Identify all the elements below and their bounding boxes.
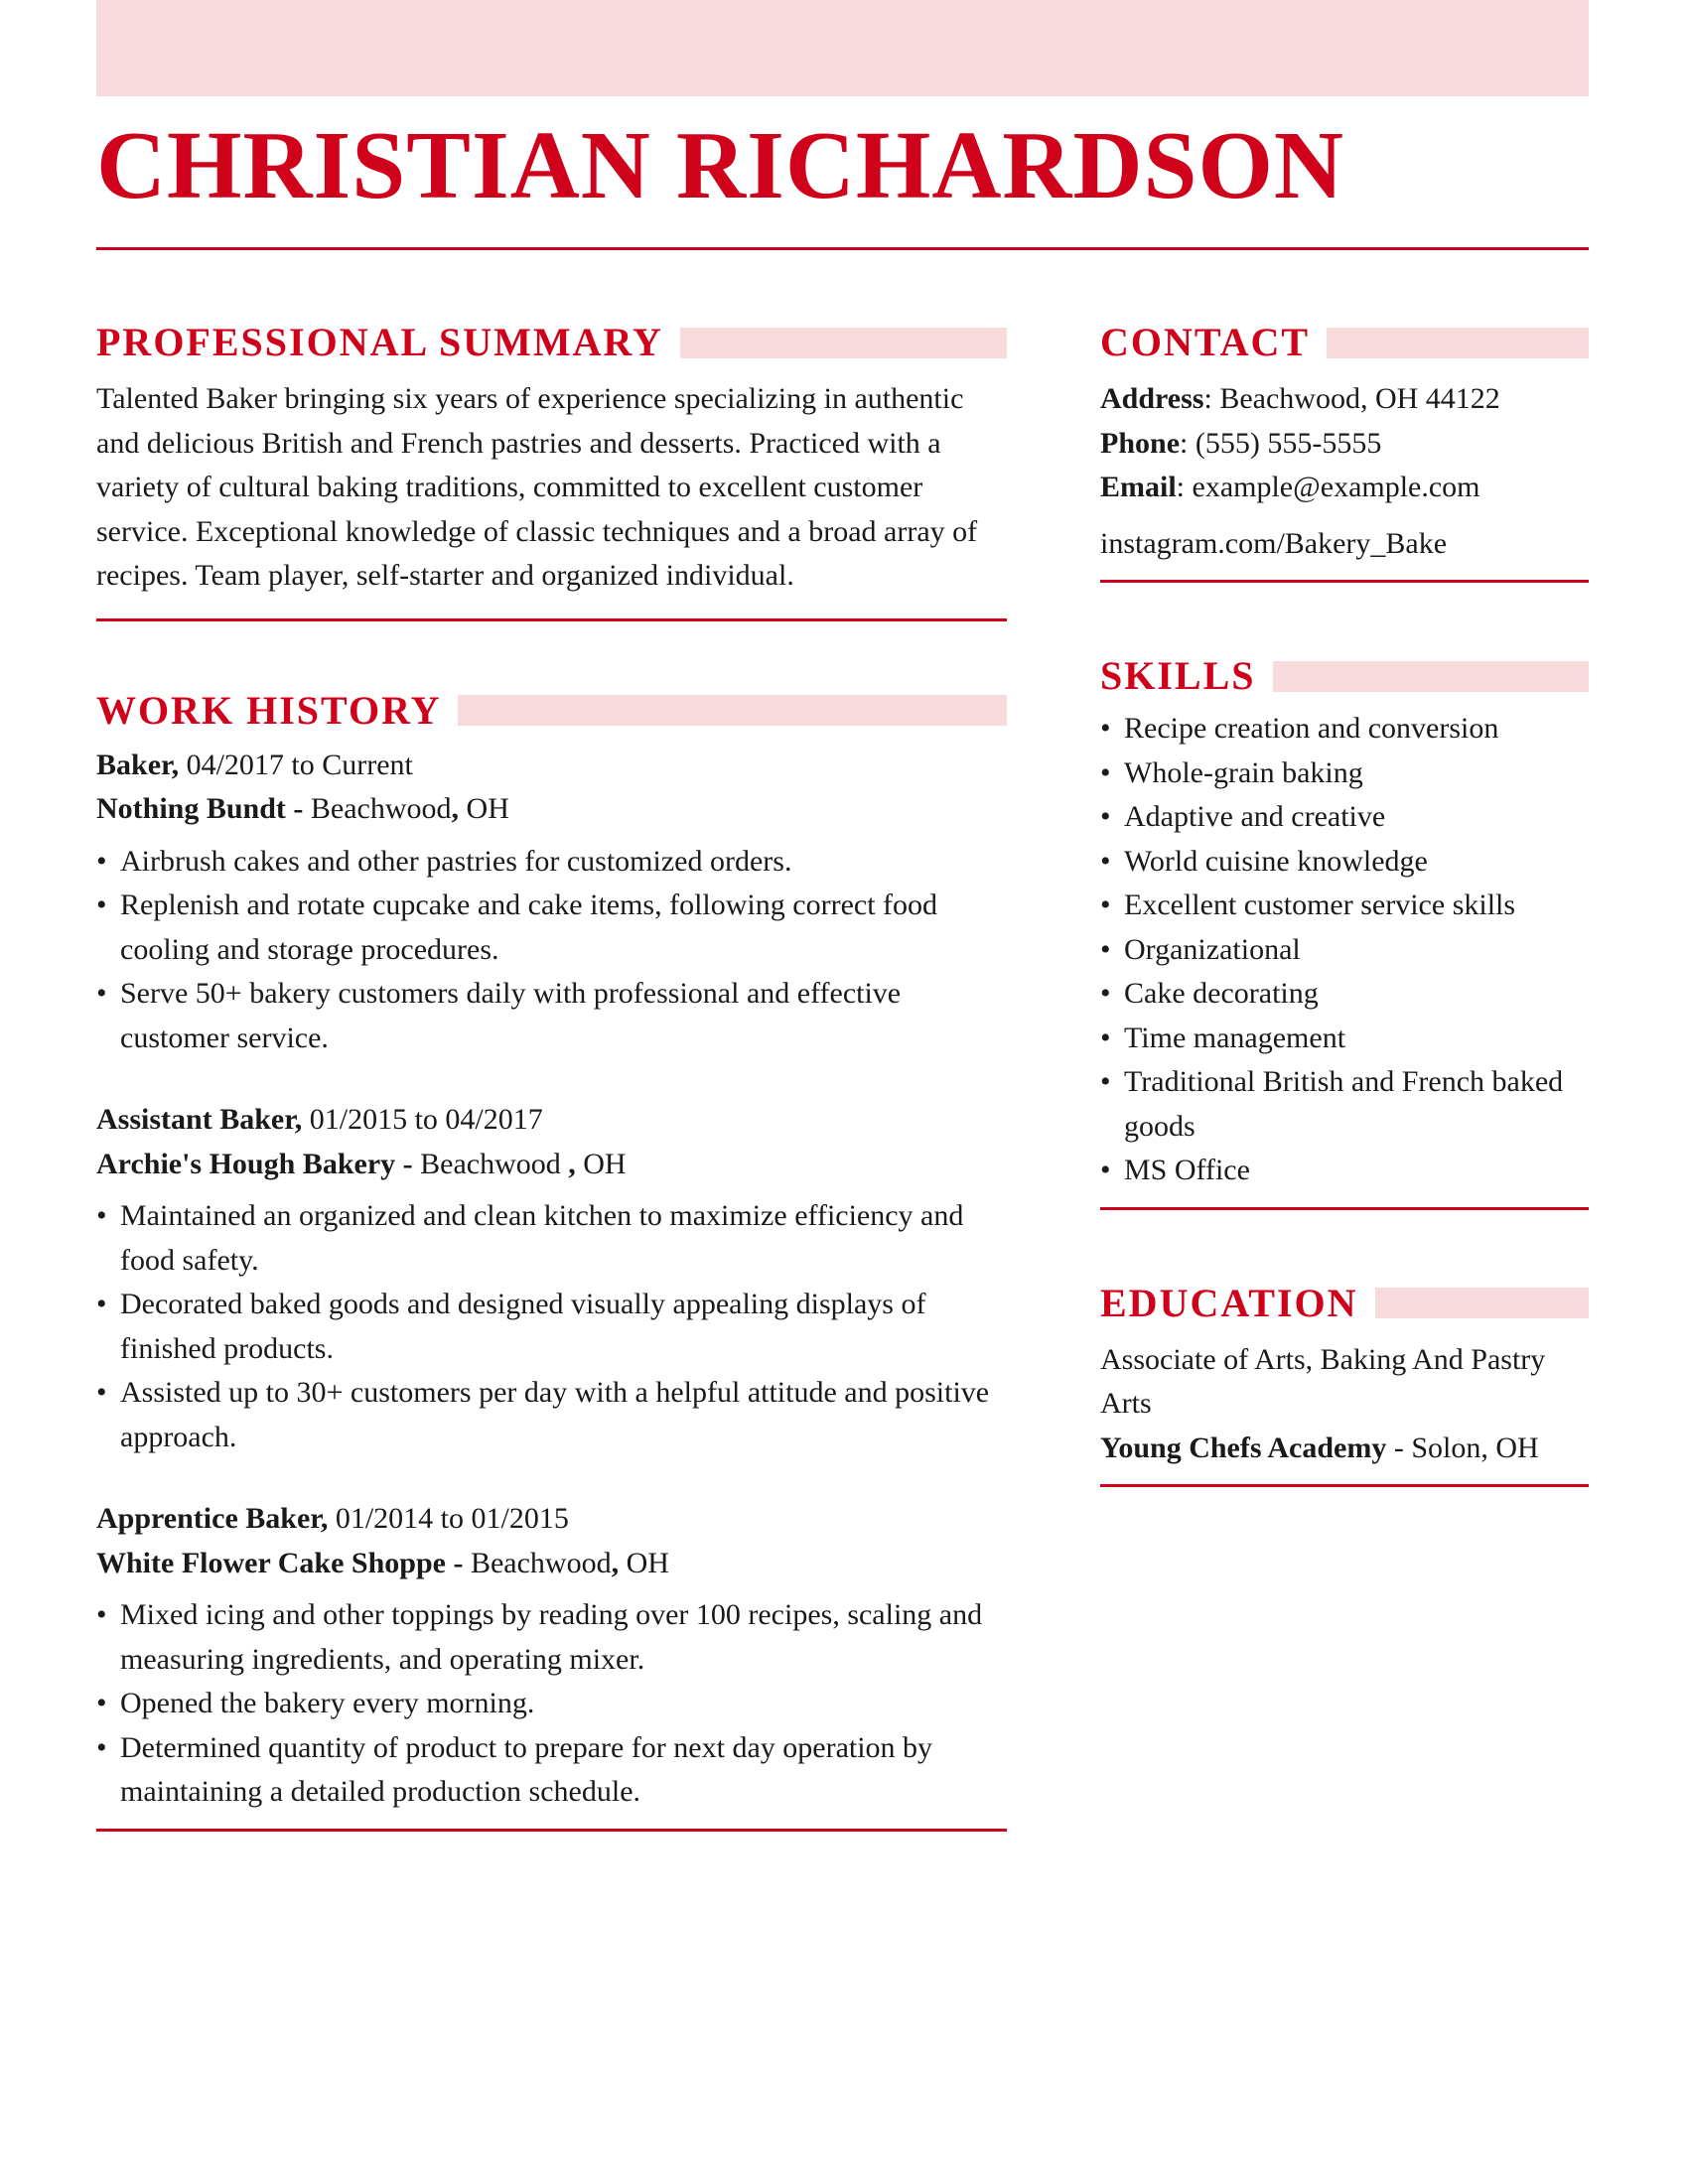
contact-address (1100, 377, 1589, 422)
work-divider (96, 1829, 1007, 1832)
skill-text: Traditional British and French baked goods (1124, 1065, 1564, 1143)
education-location: - Solon, OH (1386, 1431, 1539, 1464)
skill-item (1100, 972, 1589, 1017)
job-title-line (96, 1098, 1007, 1143)
duty-item (96, 1194, 1007, 1283)
skill-item (1100, 884, 1589, 928)
address-label: Address (1100, 382, 1204, 415)
bullet-icon: • (1100, 800, 1111, 833)
job-location-comma: , (451, 792, 460, 825)
job-state: OH (575, 1147, 627, 1180)
job-role: Assistant Baker, (96, 1103, 303, 1136)
skill-text: World cuisine knowledge (1124, 844, 1428, 878)
skill-item (1100, 840, 1589, 885)
skill-text: Adaptive and creative (1124, 800, 1386, 833)
summary-title: PROFESSIONAL SUMMARY (96, 320, 663, 364)
email-value: : example@example.com (1176, 471, 1480, 503)
candidate-name: CHRISTIAN RICHARDSON (96, 112, 1344, 218)
work-title-bar (458, 695, 1007, 726)
duty-text: Maintained an organized and clean kitchen to maximize efficiency and food safety. (120, 1199, 964, 1277)
bullet-icon: • (96, 1730, 107, 1764)
education-section (1100, 1281, 1589, 1488)
bullet-icon: • (96, 1598, 107, 1631)
job-entry (96, 1497, 1007, 1815)
education-degree: Associate of Arts, Baking And Pastry Arts (1100, 1342, 1546, 1420)
skill-text: Excellent customer service skills (1124, 888, 1516, 921)
job-company-line (96, 1542, 1007, 1586)
skills-divider (1100, 1207, 1589, 1210)
main-column (96, 320, 1007, 1832)
skill-item (1100, 1017, 1589, 1061)
skill-item (1100, 707, 1589, 751)
bullet-icon: • (1100, 888, 1111, 921)
duty-text: Opened the bakery every morning. (120, 1687, 535, 1719)
skills-section (1100, 653, 1589, 1210)
job-entry (96, 744, 1007, 1061)
summary-divider (96, 618, 1007, 621)
job-company-line (96, 1143, 1007, 1187)
skills-title-bar (1273, 661, 1589, 692)
job-entry (96, 1098, 1007, 1459)
contact-divider (1100, 580, 1589, 583)
skill-text: Recipe creation and conversion (1124, 712, 1499, 745)
education-school: Young Chefs Academy (1100, 1431, 1387, 1464)
job-location-comma: , (611, 1546, 620, 1579)
duty-text: Mixed icing and other toppings by reading over 100 recipes, scaling and measuring ingredients, and operating mixer. (120, 1598, 983, 1676)
job-title-line (96, 1497, 1007, 1542)
contact-heading (1100, 320, 1589, 365)
duty-item (96, 1283, 1007, 1371)
job-company: Archie's Hough Bakery - (96, 1147, 413, 1180)
duty-item (96, 1593, 1007, 1682)
contact-section (1100, 320, 1589, 583)
phone-value: : (555) 555-5555 (1180, 426, 1382, 460)
bullet-icon: • (1100, 977, 1111, 1010)
duty-text: Replenish and rotate cupcake and cake items, following correct food cooling and storage procedures. (120, 888, 938, 966)
education-divider (1100, 1484, 1589, 1487)
contact-phone (1100, 422, 1589, 467)
skills-title: SKILLS (1100, 653, 1256, 698)
bullet-icon: • (96, 1376, 107, 1409)
job-role: Baker, (96, 748, 180, 781)
bullet-icon: • (96, 888, 107, 921)
job-dates: 01/2015 to 04/2017 (302, 1103, 543, 1136)
job-duties (96, 1194, 1007, 1459)
job-company-line (96, 787, 1007, 832)
skill-item (1100, 751, 1589, 796)
work-heading (96, 688, 1007, 734)
skill-item (1100, 1149, 1589, 1193)
contact-title-bar (1327, 328, 1589, 358)
skill-text: Whole-grain baking (1124, 755, 1363, 789)
skill-text: MS Office (1124, 1154, 1250, 1186)
header-band (96, 0, 1589, 96)
duty-item (96, 1726, 1007, 1815)
job-state: OH (459, 792, 509, 825)
bullet-icon: • (96, 977, 107, 1010)
summary-text: Talented Baker bringing six years of experience specializing in authentic and delicious British and French pastries and desserts. Practiced with a variety of cultural baking traditions, committed to excellent customer service. Exceptional knowledge of classic techniques and a broad array of recipes. Team player, self-starter and organized individual. (96, 382, 978, 592)
duty-text: Decorated baked goods and designed visually appealing displays of finished products. (120, 1288, 926, 1365)
bullet-icon: • (1100, 1154, 1111, 1186)
work-title: WORK HISTORY (96, 687, 442, 733)
skill-text: Cake decorating (1124, 977, 1319, 1010)
job-city: Beachwood (303, 792, 452, 825)
education-title-bar (1375, 1288, 1589, 1318)
job-city: Beachwood (463, 1546, 612, 1579)
address-value: : Beachwood, OH 44122 (1203, 382, 1500, 415)
bullet-icon: • (1100, 932, 1111, 966)
bullet-icon: • (1100, 1065, 1111, 1098)
job-company: Nothing Bundt - (96, 792, 304, 825)
contact-email (1100, 466, 1589, 510)
bullet-icon: • (96, 1687, 107, 1719)
contact-title: CONTACT (1100, 320, 1311, 364)
education-heading (1100, 1281, 1589, 1326)
bullet-icon: • (1100, 1021, 1111, 1054)
job-duties (96, 1593, 1007, 1815)
summary-section (96, 320, 1007, 621)
education-entry (1100, 1338, 1589, 1471)
skill-item (1100, 1060, 1589, 1149)
skills-list (1100, 707, 1589, 1193)
job-company: White Flower Cake Shoppe - (96, 1546, 464, 1579)
duty-text: Determined quantity of product to prepare for next day operation by maintaining a detailed production schedule. (120, 1730, 933, 1808)
duty-item (96, 972, 1007, 1060)
skill-text: Organizational (1124, 932, 1301, 966)
skill-item (1100, 928, 1589, 973)
job-title-line (96, 744, 1007, 788)
duty-text: Serve 50+ bakery customers daily with professional and effective customer service. (120, 977, 902, 1054)
phone-label: Phone (1100, 426, 1181, 460)
job-duties (96, 840, 1007, 1061)
duty-item (96, 884, 1007, 972)
bullet-icon: • (1100, 712, 1111, 745)
bullet-icon: • (1100, 844, 1111, 878)
job-location-comma: , (568, 1147, 576, 1180)
duty-item (96, 1371, 1007, 1459)
bullet-icon: • (96, 1288, 107, 1320)
contact-details (1100, 377, 1589, 566)
bullet-icon: • (96, 1199, 107, 1232)
skill-text: Time management (1124, 1021, 1346, 1054)
summary-heading (96, 320, 1007, 365)
skill-item (1100, 795, 1589, 840)
work-section (96, 688, 1007, 1832)
duty-item (96, 840, 1007, 885)
contact-website[interactable]: instagram.com/Bakery_Bake (1100, 526, 1448, 560)
duty-text: Airbrush cakes and other pastries for customized orders. (120, 844, 792, 878)
email-label: Email (1100, 471, 1177, 503)
side-column (1100, 320, 1589, 1487)
job-role: Apprentice Baker, (96, 1502, 329, 1535)
header-divider (96, 247, 1589, 250)
bullet-icon: • (96, 844, 107, 878)
bullet-icon: • (1100, 755, 1111, 789)
job-city: Beachwood (412, 1147, 569, 1180)
education-school-line (1100, 1427, 1589, 1471)
job-dates: 01/2014 to 01/2015 (328, 1502, 569, 1535)
job-state: OH (619, 1546, 669, 1579)
duty-text: Assisted up to 30+ customers per day with a helpful attitude and positive approach. (120, 1376, 990, 1453)
education-title: EDUCATION (1100, 1280, 1358, 1325)
duty-item (96, 1682, 1007, 1726)
skills-heading (1100, 653, 1589, 699)
summary-title-bar (680, 328, 1007, 358)
job-dates: 04/2017 to Current (179, 748, 413, 781)
